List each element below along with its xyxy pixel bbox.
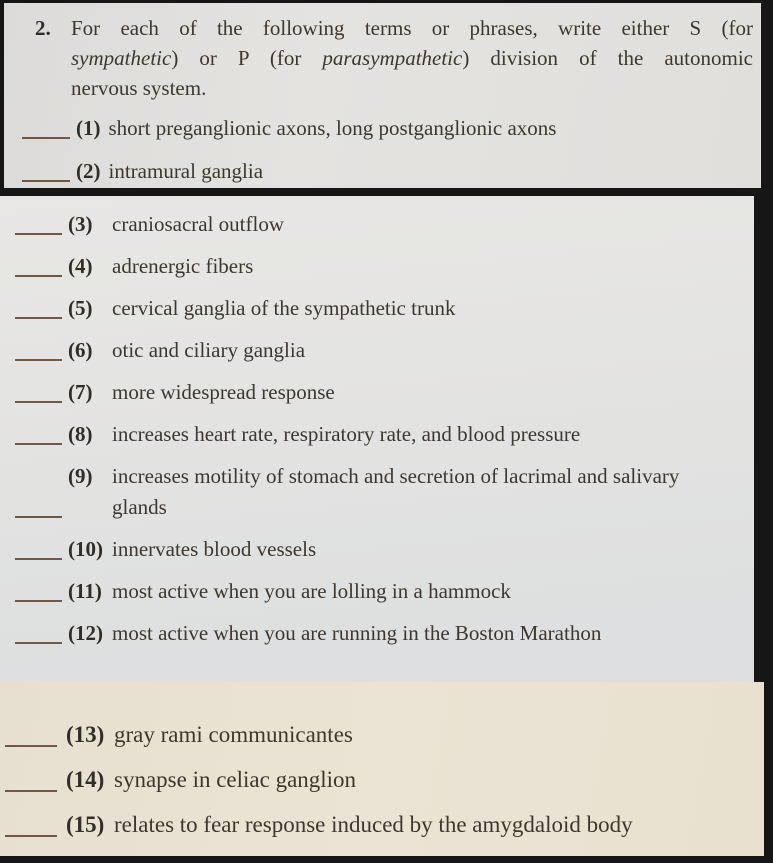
answer-blank[interactable] — [15, 400, 62, 403]
answer-blank[interactable] — [22, 136, 70, 139]
page-segment-bottom — [0, 682, 764, 856]
item-text: craniosacral outflow — [112, 212, 285, 236]
item-number: (3) — [68, 212, 93, 236]
item-text: relates to fear response induced by the amygdaloid body — [114, 812, 633, 837]
worksheet-item — [5, 808, 764, 842]
worksheet-item — [15, 461, 754, 523]
worksheet-item — [15, 209, 754, 240]
item-number: (1) — [76, 116, 101, 140]
item-text: most active when you are lolling in a hammock — [112, 579, 511, 603]
item-text: intramural ganglia — [108, 159, 264, 183]
worksheet-item — [22, 113, 742, 144]
question-text — [71, 13, 753, 103]
item-text: adrenergic fibers — [112, 254, 254, 278]
item-number: (4) — [68, 254, 93, 278]
items-list-middle — [0, 196, 754, 660]
item-text: increases motility of stomach and secretion of lacrimal and salivary glands — [112, 464, 680, 519]
worksheet-item — [15, 576, 754, 607]
item-number: (7) — [68, 380, 93, 404]
page-segment-middle — [0, 196, 754, 682]
answer-blank[interactable] — [15, 599, 62, 602]
item-text: more widespread response — [112, 380, 335, 404]
question-line: sympathetic) or P (for parasympathetic) division of the autonomic — [71, 46, 753, 70]
worksheet-item — [15, 377, 754, 408]
question-line: For each of the following terms or phrases, write either S (for — [71, 16, 753, 40]
item-text: synapse in celiac ganglion — [114, 767, 357, 792]
item-text: innervates blood vessels — [112, 537, 317, 561]
item-text: cervical ganglia of the sympathetic trunk — [112, 296, 456, 320]
worksheet-item — [15, 293, 754, 324]
item-number: (11) — [68, 579, 102, 603]
worksheet-item — [5, 763, 764, 797]
answer-blank[interactable] — [15, 232, 62, 235]
worksheet-item — [5, 718, 764, 752]
item-number: (8) — [68, 422, 93, 446]
worksheet-item — [15, 335, 754, 366]
item-text: short preganglionic axons, long postganglionic axons — [108, 116, 557, 140]
answer-blank[interactable] — [15, 641, 62, 644]
answer-blank[interactable] — [15, 274, 62, 277]
answer-blank[interactable] — [15, 358, 62, 361]
answer-blank[interactable] — [5, 744, 57, 747]
item-text: otic and ciliary ganglia — [112, 338, 306, 362]
item-number: (10) — [68, 537, 103, 561]
item-number: (2) — [76, 159, 101, 183]
worksheet-item — [15, 534, 754, 565]
page-segment-top — [4, 3, 761, 188]
worksheet-item — [22, 156, 742, 187]
item-text: increases heart rate, respiratory rate, and blood pressure — [112, 422, 581, 446]
items-list-bottom — [0, 682, 764, 853]
answer-blank[interactable] — [5, 789, 57, 792]
item-number: (13) — [66, 722, 105, 747]
answer-blank[interactable] — [15, 557, 62, 560]
item-number: (14) — [66, 767, 105, 792]
worksheet-item — [15, 251, 754, 282]
question-number: 2. — [35, 16, 51, 40]
question-2 — [35, 13, 753, 103]
item-number: (5) — [68, 296, 93, 320]
question-line: nervous system. — [71, 76, 207, 100]
item-number: (6) — [68, 338, 93, 362]
item-number: (12) — [68, 621, 103, 645]
answer-blank[interactable] — [15, 316, 62, 319]
answer-blank[interactable] — [22, 179, 70, 182]
item-text: most active when you are running in the Boston Marathon — [112, 621, 602, 645]
item-text: gray rami communicantes — [114, 722, 353, 747]
worksheet-item — [15, 618, 754, 649]
answer-blank[interactable] — [15, 442, 62, 445]
item-number: (9) — [68, 464, 93, 488]
answer-blank[interactable] — [15, 515, 62, 518]
worksheet-item — [15, 419, 754, 450]
item-number: (15) — [66, 812, 105, 837]
items-list-top — [22, 113, 742, 188]
answer-blank[interactable] — [5, 834, 57, 837]
